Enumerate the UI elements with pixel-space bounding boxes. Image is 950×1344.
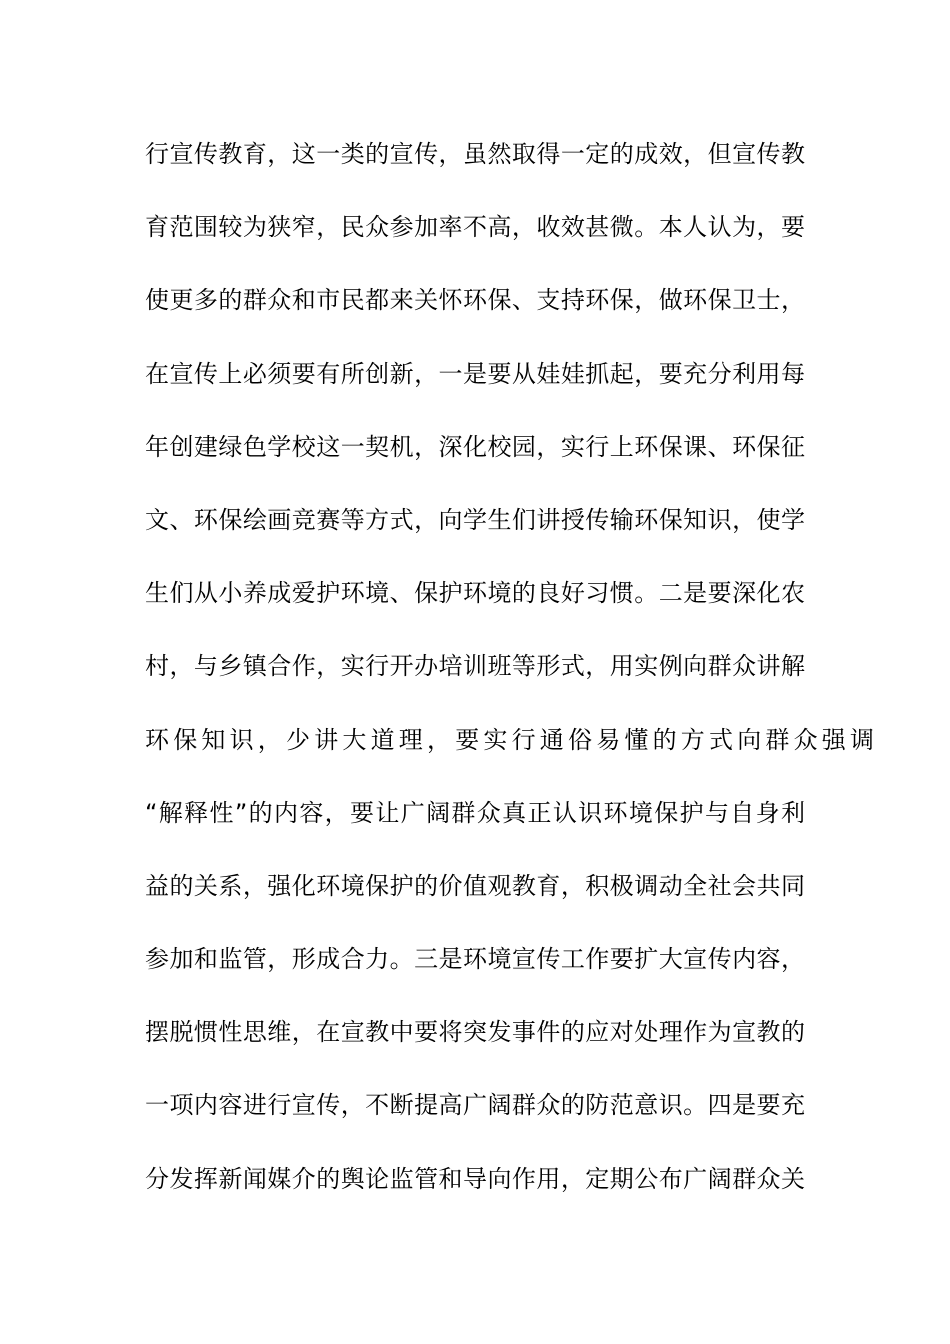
text-line-1: 行宣传教育，这一类的宣传，虽然取得一定的成效，但宣传教 bbox=[145, 140, 805, 168]
document-body bbox=[145, 128, 879, 1226]
text-line-7: 生们从小养成爱护环境、保护环境的良好习惯。二是要深化农 bbox=[145, 579, 805, 608]
text-line-6: 文、环保绘画竞赛等方式，向学生们讲授传输环保知识，使学 bbox=[145, 505, 805, 534]
text-line-15: 分发挥新闻媒介的舆论监管和导向作用，定期公布广阔群众关 bbox=[145, 1164, 805, 1193]
text-line-8: 村，与乡镇合作，实行开办培训班等形式，用实例向群众讲解 bbox=[145, 652, 805, 681]
text-line-11: 益的关系，强化环境保护的价值观教育，积极调动全社会共同 bbox=[145, 871, 805, 900]
text-line-14: 一项内容进行宣传，不断提高广阔群众的防范意识。四是要充 bbox=[145, 1091, 805, 1120]
text-line-12: 参加和监管，形成合力。三是环境宣传工作要扩大宣传内容， bbox=[145, 945, 805, 974]
text-line-2: 育范围较为狭窄，民众参加率不高，收效甚微。本人认为，要 bbox=[145, 213, 805, 242]
text-line-9: 环保知识，少讲大道理，要实行通俗易懂的方式向群众强调 bbox=[145, 725, 879, 754]
text-line-5: 年创建绿色学校这一契机，深化校园，实行上环保课、环保征 bbox=[145, 432, 805, 461]
text-line-13: 摆脱惯性思维，在宣教中要将突发事件的应对处理作为宣教的 bbox=[145, 1018, 805, 1047]
text-line-3: 使更多的群众和市民都来关怀环保、支持环保，做环保卫士， bbox=[145, 286, 805, 315]
text-line-10: “解释性”的内容，要让广阔群众真正认识环境保护与自身利 bbox=[145, 798, 805, 827]
text-line-4: 在宣传上必须要有所创新，一是要从娃娃抓起，要充分利用每 bbox=[145, 359, 805, 388]
